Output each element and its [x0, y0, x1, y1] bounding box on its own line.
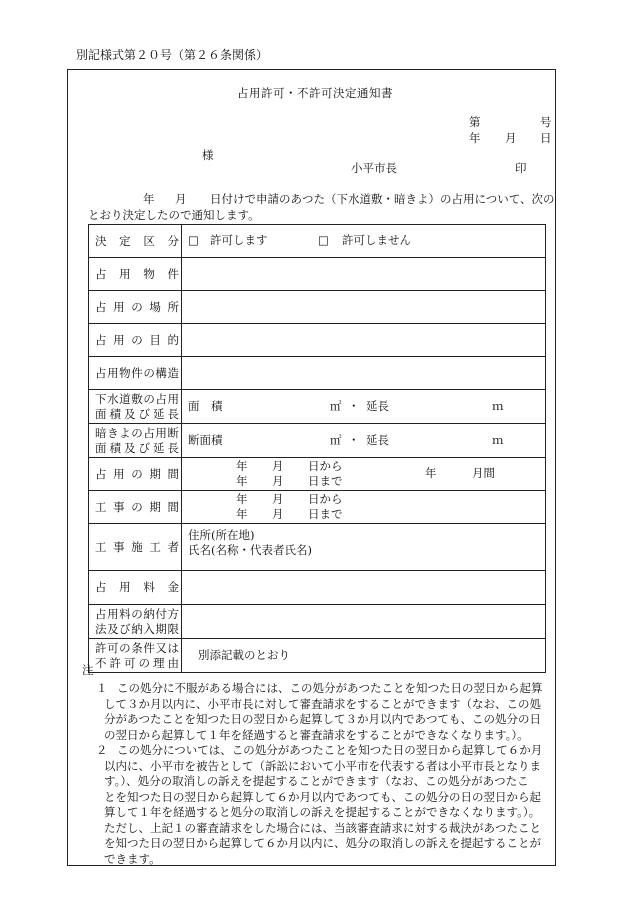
sewer-length-unit: ｍ — [492, 399, 504, 413]
row-work-period — [89, 491, 546, 524]
option-deny: 許可しません — [342, 233, 411, 247]
checkbox-deny[interactable]: □ — [318, 233, 329, 247]
addressee-suffix: 様 — [202, 148, 214, 162]
period-from-year: 年 — [236, 459, 248, 473]
label-contractor: 工事施工者 — [95, 539, 179, 554]
label-object: 占用物件 — [95, 266, 179, 281]
culvert-length-unit: ｍ — [492, 433, 504, 447]
intro-line2: とおり決定したので通知します。 — [88, 208, 260, 222]
note-1-number: １ — [96, 681, 108, 695]
note-1-line: この処分に不服がある場合には、この処分があつたことを知つた日の翌日から起算 — [117, 681, 543, 695]
label-payment-2: 法及び納入期限 — [95, 621, 179, 636]
value-structure[interactable] — [182, 357, 546, 390]
work-to-year: 年 — [236, 507, 248, 521]
work-from-year: 年 — [236, 492, 248, 506]
intro-line1: 日付けで申請のあつた（下水道敷・暗きよ）の占用について、次の — [210, 192, 555, 206]
row-structure — [89, 357, 546, 390]
issuer-name: 小平市長 — [351, 161, 397, 175]
label-structure: 占用物件の構造 — [95, 365, 179, 380]
note-2-line: す。）、処分の取消しの訴えを提起することができます（なお、この処分があつたこ — [104, 774, 529, 788]
value-purpose[interactable] — [182, 324, 546, 357]
date-month: 月 — [505, 131, 517, 145]
value-object[interactable] — [182, 258, 546, 291]
label-decision: 決定区分 — [95, 233, 179, 248]
date-year: 年 — [469, 131, 481, 145]
number-go: 号 — [540, 115, 552, 129]
note-2-line: を知つた日の翌日から起算して６か月以内に、処分の取消しの訴えを提起することが — [104, 836, 541, 850]
note-1-line: の翌日から起算して１年を経過すると審査請求をすることができなくなります。）。 — [104, 727, 529, 742]
sewer-dot: ・ — [348, 399, 360, 413]
note-2-line: 以内に、小平市を被告として（訴訟において小平市を代表する者は小平市長となりま — [104, 758, 541, 773]
note-2-number: ２ — [96, 743, 108, 757]
culvert-area-label: 断面積 — [188, 433, 223, 447]
label-place: 占用の場所 — [95, 299, 179, 314]
work-from: 日から — [308, 492, 343, 506]
value-place[interactable] — [182, 291, 546, 324]
row-payment — [89, 605, 546, 639]
note-2-line: 算して１年を経過すると処分の取消しの訴えを提起することができなくなります。）。 — [104, 805, 541, 819]
note-1-line: して３か月以内に、小平市長に対して審査請求をすることができます（なお、この処 — [104, 696, 541, 711]
culvert-length-label: 延長 — [366, 433, 389, 447]
label-culvert-1: 暗きよの占用断 — [95, 425, 179, 440]
note-2-line: ただし、上記１の審査請求をした場合には、当該審査請求に対する裁決があつたこと — [104, 820, 541, 835]
row-culvert-area — [89, 424, 546, 458]
conditions-value: 別添記載のとおり — [198, 648, 290, 662]
row-place — [89, 291, 546, 324]
period-until: 日まで — [308, 474, 343, 488]
option-permit: 許可します — [210, 233, 268, 247]
contractor-address: 住所(所在地) — [188, 528, 255, 542]
notes-heading: 注 — [82, 663, 94, 677]
row-decision — [89, 225, 546, 258]
culvert-area-unit: ㎡ — [330, 433, 342, 447]
work-until: 日まで — [308, 507, 343, 521]
label-purpose: 占用の目的 — [95, 332, 179, 347]
row-object — [89, 258, 546, 291]
decision-table — [88, 224, 546, 673]
row-contractor — [89, 524, 546, 571]
label-culvert-2: 面積及び延長 — [95, 440, 179, 455]
label-work-period: 工事の期間 — [95, 499, 179, 514]
date-day: 日 — [540, 131, 552, 145]
work-to-month: 月 — [272, 507, 284, 521]
label-conditions-1: 許可の条件又は — [95, 640, 179, 655]
period-to-month: 月 — [272, 474, 284, 488]
work-from-month: 月 — [272, 492, 284, 506]
row-purpose — [89, 324, 546, 357]
sewer-area-label: 面 積 — [188, 399, 223, 413]
form-id: 別記様式第２０号（第２６条関係） — [76, 48, 269, 62]
label-conditions-2: 不許可の理由 — [95, 655, 179, 670]
sewer-area-unit: ㎡ — [330, 399, 342, 413]
row-period — [89, 458, 546, 491]
label-period: 占用の期間 — [95, 466, 179, 481]
value-payment[interactable] — [182, 605, 546, 639]
label-payment-1: 占用料の納付方 — [95, 606, 179, 621]
contractor-name: 氏名(名称・代表者氏名) — [188, 543, 312, 557]
period-from: 日から — [308, 459, 343, 473]
label-fee: 占用料金 — [95, 580, 179, 594]
note-1-line: 分があつたことを知つた日の翌日から起算して３か月以内であつても、この処分の日 — [104, 712, 541, 726]
checkbox-permit[interactable]: □ — [188, 233, 199, 247]
intro-year: 年 — [143, 192, 155, 206]
label-sewer-1: 下水道敷の占用 — [95, 391, 179, 406]
value-fee[interactable] — [182, 571, 546, 605]
document-title: 占用許可・不許可決定通知書 — [237, 86, 393, 100]
label-sewer-2: 面積及び延長 — [95, 406, 179, 421]
sewer-length-label: 延長 — [366, 399, 389, 413]
row-sewer-area — [89, 390, 546, 424]
intro-month: 月 — [175, 192, 187, 206]
row-conditions — [89, 639, 546, 673]
number-dai: 第 — [469, 115, 481, 129]
period-from-month: 月 — [272, 459, 284, 473]
note-2-line: とを知つた日の翌日から起算して６か月以内であつても、この処分の日の翌日から起 — [104, 789, 541, 804]
note-2-line: できます。 — [104, 851, 161, 866]
row-fee — [89, 571, 546, 605]
issuer-seal: 印 — [515, 161, 527, 175]
culvert-dot: ・ — [348, 433, 360, 447]
period-duration-month: 月間 — [472, 466, 495, 480]
period-duration-year: 年 — [425, 466, 437, 480]
note-2-line: この処分については、この処分があつたことを知つた日の翌日から起算して６か月 — [117, 743, 543, 757]
period-to-year: 年 — [236, 474, 248, 488]
